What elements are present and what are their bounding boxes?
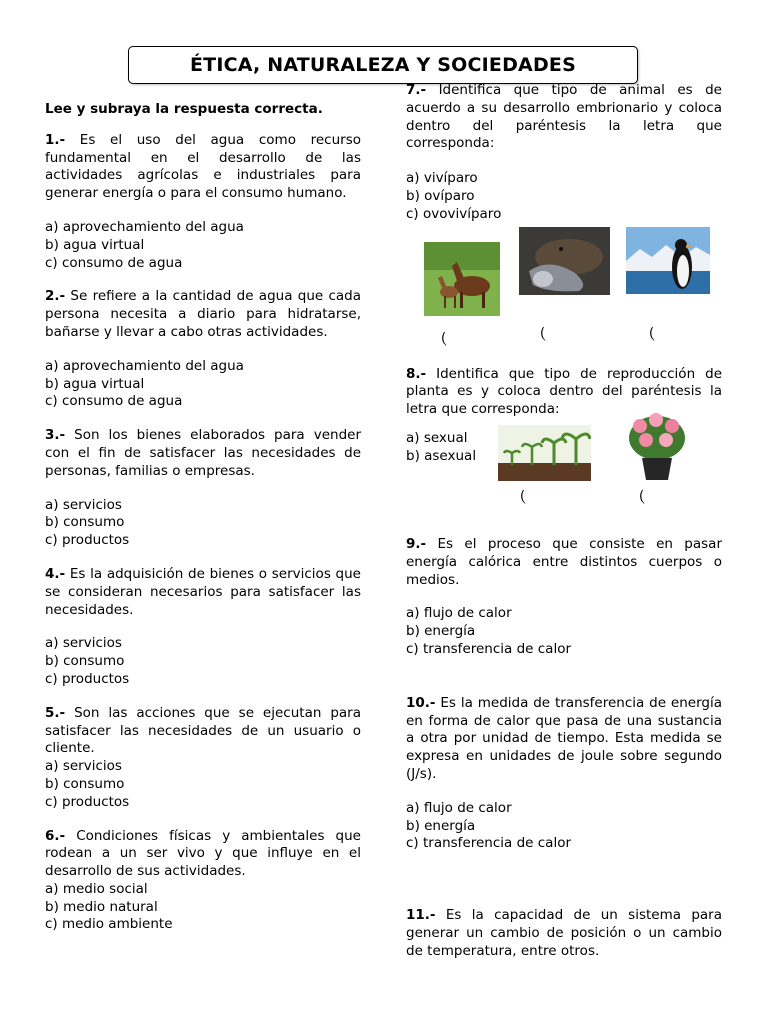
question-1 [45,132,361,273]
question-11 [406,907,722,960]
question-text: Es el proceso que consiste en pasar energía calórica entre distintos cuerpos o medios. [406,535,722,588]
question-number: 1.- [45,131,66,148]
answer-paren-penguin: ( ` [649,325,657,350]
question-number: 8.- [406,365,427,382]
title-box [128,46,638,84]
question-text: Identifica que tipo de animal es de acuerdo a su desarrollo embrionario y coloca dentro del paréntesis la letra que corresponda: [406,82,722,152]
option-c: c) transferencia de calor [406,640,572,657]
option-a: a) servicios [45,758,122,775]
option-c: c) productos [45,793,130,810]
option-b: b) energía [406,623,476,640]
answer-paren-seedlings: ( ` [520,488,528,513]
question-number: 11.- [406,907,436,924]
question-4 [45,566,361,689]
option-c: c) transferencia de calor [406,835,572,852]
option-b: b) consumo [45,775,125,792]
question-number: 9.- [406,535,427,552]
option-b: b) ovíparo [406,187,475,204]
question-8 [406,366,722,530]
page-title: ÉTICA, NATURALEZA Y SOCIEDADES [190,54,576,76]
option-a: a) flujo de calor [406,799,512,816]
option-b: b) energía [406,817,476,834]
question-number: 5.- [45,704,66,721]
option-a: a) flujo de calor [406,605,512,622]
question-7 [406,82,722,224]
question-text: Son los bienes elaborados para vender con el fin de satisfacer las necesidades de personas, familias o empresas. [45,427,361,479]
question-2 [45,288,361,411]
platypus-image [519,227,610,295]
option-b: b) medio natural [45,898,158,915]
option-a: a) aprovechamiento del agua [45,357,244,374]
option-c: c) consumo de agua [45,393,183,410]
question-3 [45,427,361,550]
question-text: Condiciones físicas y ambientales que rodean a un ser vivo y que influye en el desarrollo de sus actividades. [45,827,361,880]
question-number: 10.- [406,694,436,711]
option-b: b) consumo [45,514,125,531]
question-text: Es el uso del agua como recurso fundamental en el desarrollo de las actividades agrícolas e industriales para generar energía o para el consumo humano. [45,131,361,202]
question-text: Es la adquisición de bienes o servicios que se consideran necesarios para satisfacer las necesidades. [45,565,361,618]
option-b: b) asexual [406,447,477,464]
option-a: a) servicios [45,635,122,652]
option-b: b) agua virtual [45,375,145,392]
question-6 [45,828,361,935]
rose-plant-image [624,408,690,484]
right-column [406,82,722,977]
option-a: a) sexual [406,429,468,446]
question-text: Son las acciones que se ejecutan para satisfacer las necesidades de un usuario o cliente. [45,704,361,757]
option-c: c) productos [45,532,130,549]
question-text: Se refiere a la cantidad de agua que cada persona necesita a diario para hidratarse, bañarse y llevar a cabo otras actividades. [45,288,362,340]
answer-paren-rose: ( ` [639,488,647,513]
option-c: c) consumo de agua [45,254,183,271]
seedlings-image [498,425,591,481]
question-number: 2.- [45,288,66,305]
penguin-image [626,227,710,294]
question-number: 4.- [45,565,66,582]
question-text: Identifica que tipo de reproducción de planta es y coloca dentro del paréntesis la letra que corresponda: [406,365,722,418]
question-number: 3.- [45,427,66,444]
animal-images-row [406,224,722,366]
question-5 [45,705,361,812]
option-a: a) servicios [45,496,122,513]
option-a: a) medio social [45,880,148,897]
question-text: Es la capacidad de un sistema para generar un cambio de posición o un cambio de temperatura, entre otros. [406,907,722,959]
question-10 [406,695,722,853]
question-9 [406,536,722,659]
left-column [45,101,361,950]
instructions: Lee y subraya la respuesta correcta. [45,101,323,117]
answer-paren-horses: ( ` [441,330,449,355]
option-c: c) ovovivíparo [406,205,502,222]
option-a: a) vivíparo [406,170,478,187]
option-b: b) agua virtual [45,236,145,253]
horses-image [424,242,500,316]
question-text: Es la medida de transferencia de energía en forma de calor que pasa de una sustancia a otra por unidad de tiempo. Esta medida se expresa en unidades de joule sobre segundo (J/s). [406,694,722,782]
option-c: c) productos [45,670,130,687]
answer-paren-platypus: ( ` [540,325,548,350]
question-number: 6.- [45,827,66,844]
option-b: b) consumo [45,653,125,670]
question-number: 7.- [406,82,427,98]
option-c: c) medio ambiente [45,916,173,933]
option-a: a) aprovechamiento del agua [45,218,244,235]
